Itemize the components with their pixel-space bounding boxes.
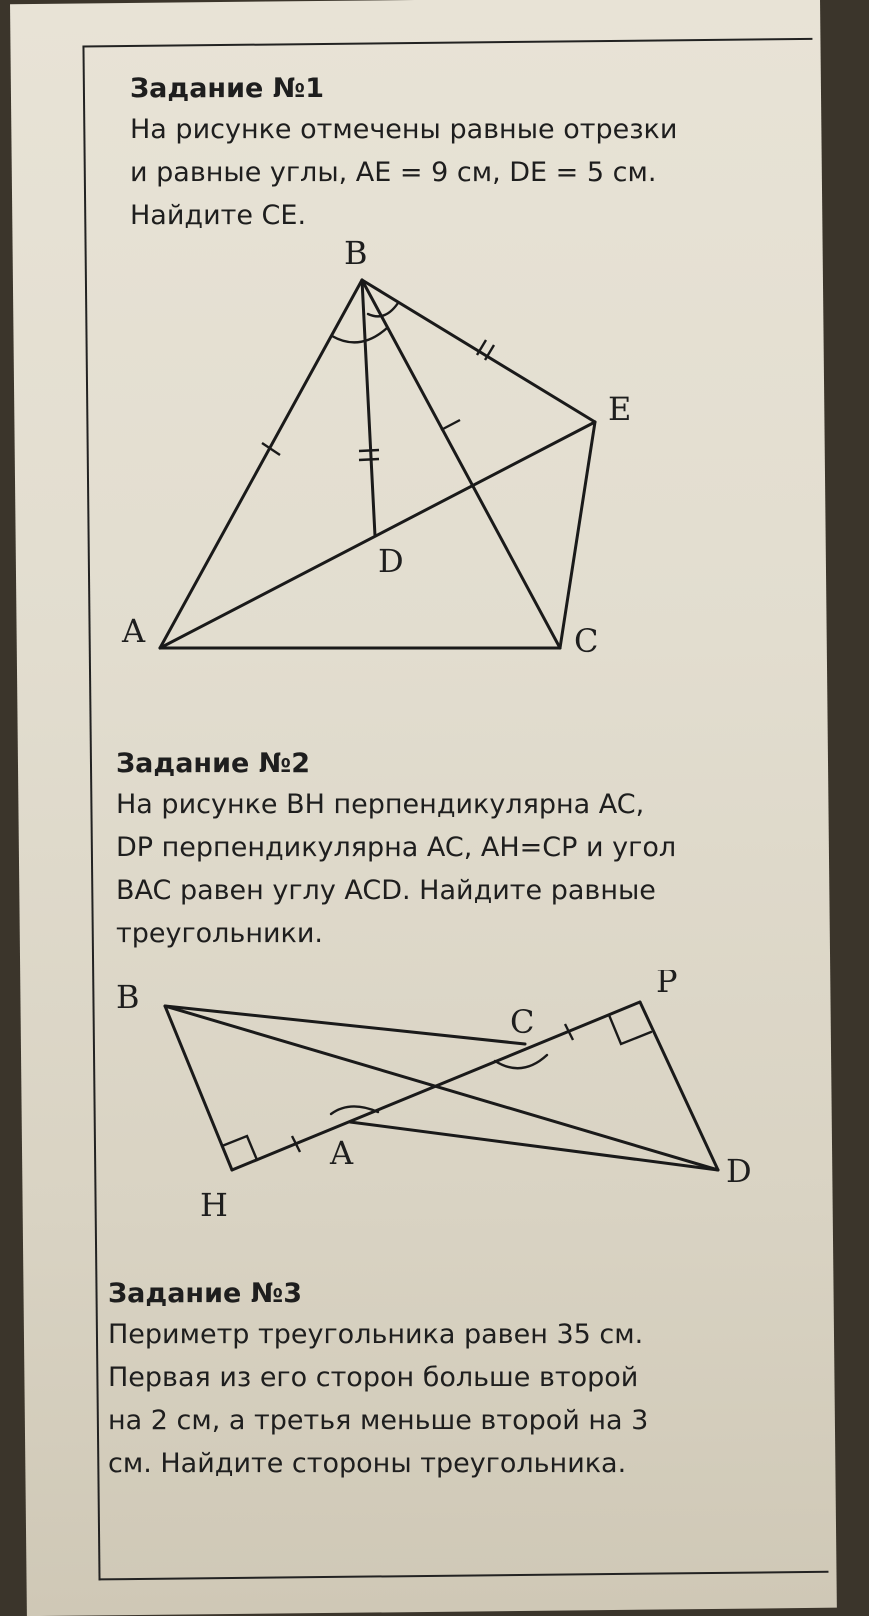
label-A2: A (330, 1134, 354, 1172)
label-D2: D (726, 1152, 752, 1190)
label-C1: C (574, 622, 599, 660)
task-1-figure (0, 0, 869, 720)
label-A1: A (122, 612, 146, 650)
label-D1: D (378, 542, 404, 580)
task-1-text: На рисунке отмечены равные отрезки и равные углы, AE = 9 см, DE = 5 см. Найдите CE. (130, 114, 678, 231)
label-H2: H (200, 1186, 228, 1224)
task-1-title: Задание №1 (130, 73, 324, 104)
task-3-text: Периметр треугольника равен 35 см. Первая из его сторон больше второй на 2 см, а третья меньше второй на 3 см. Найдите стороны треугольника. (108, 1319, 649, 1479)
label-B1: B (344, 234, 368, 272)
task-2 (116, 745, 796, 955)
task-2-title: Задание №2 (116, 748, 310, 779)
task-3-title: Задание №3 (108, 1278, 302, 1309)
task-2-text: На рисунке BH перпендикулярна AC, DP перпендикулярна AC, AH=CP и угол BAC равен углу ACD. Найдите равные треугольники. (116, 789, 677, 949)
label-E1: E (608, 390, 632, 428)
label-C2: C (510, 1003, 535, 1041)
label-B2: B (116, 978, 140, 1016)
task-3 (108, 1275, 808, 1485)
task-2-figure (0, 970, 869, 1270)
label-P2: P (656, 970, 678, 1000)
